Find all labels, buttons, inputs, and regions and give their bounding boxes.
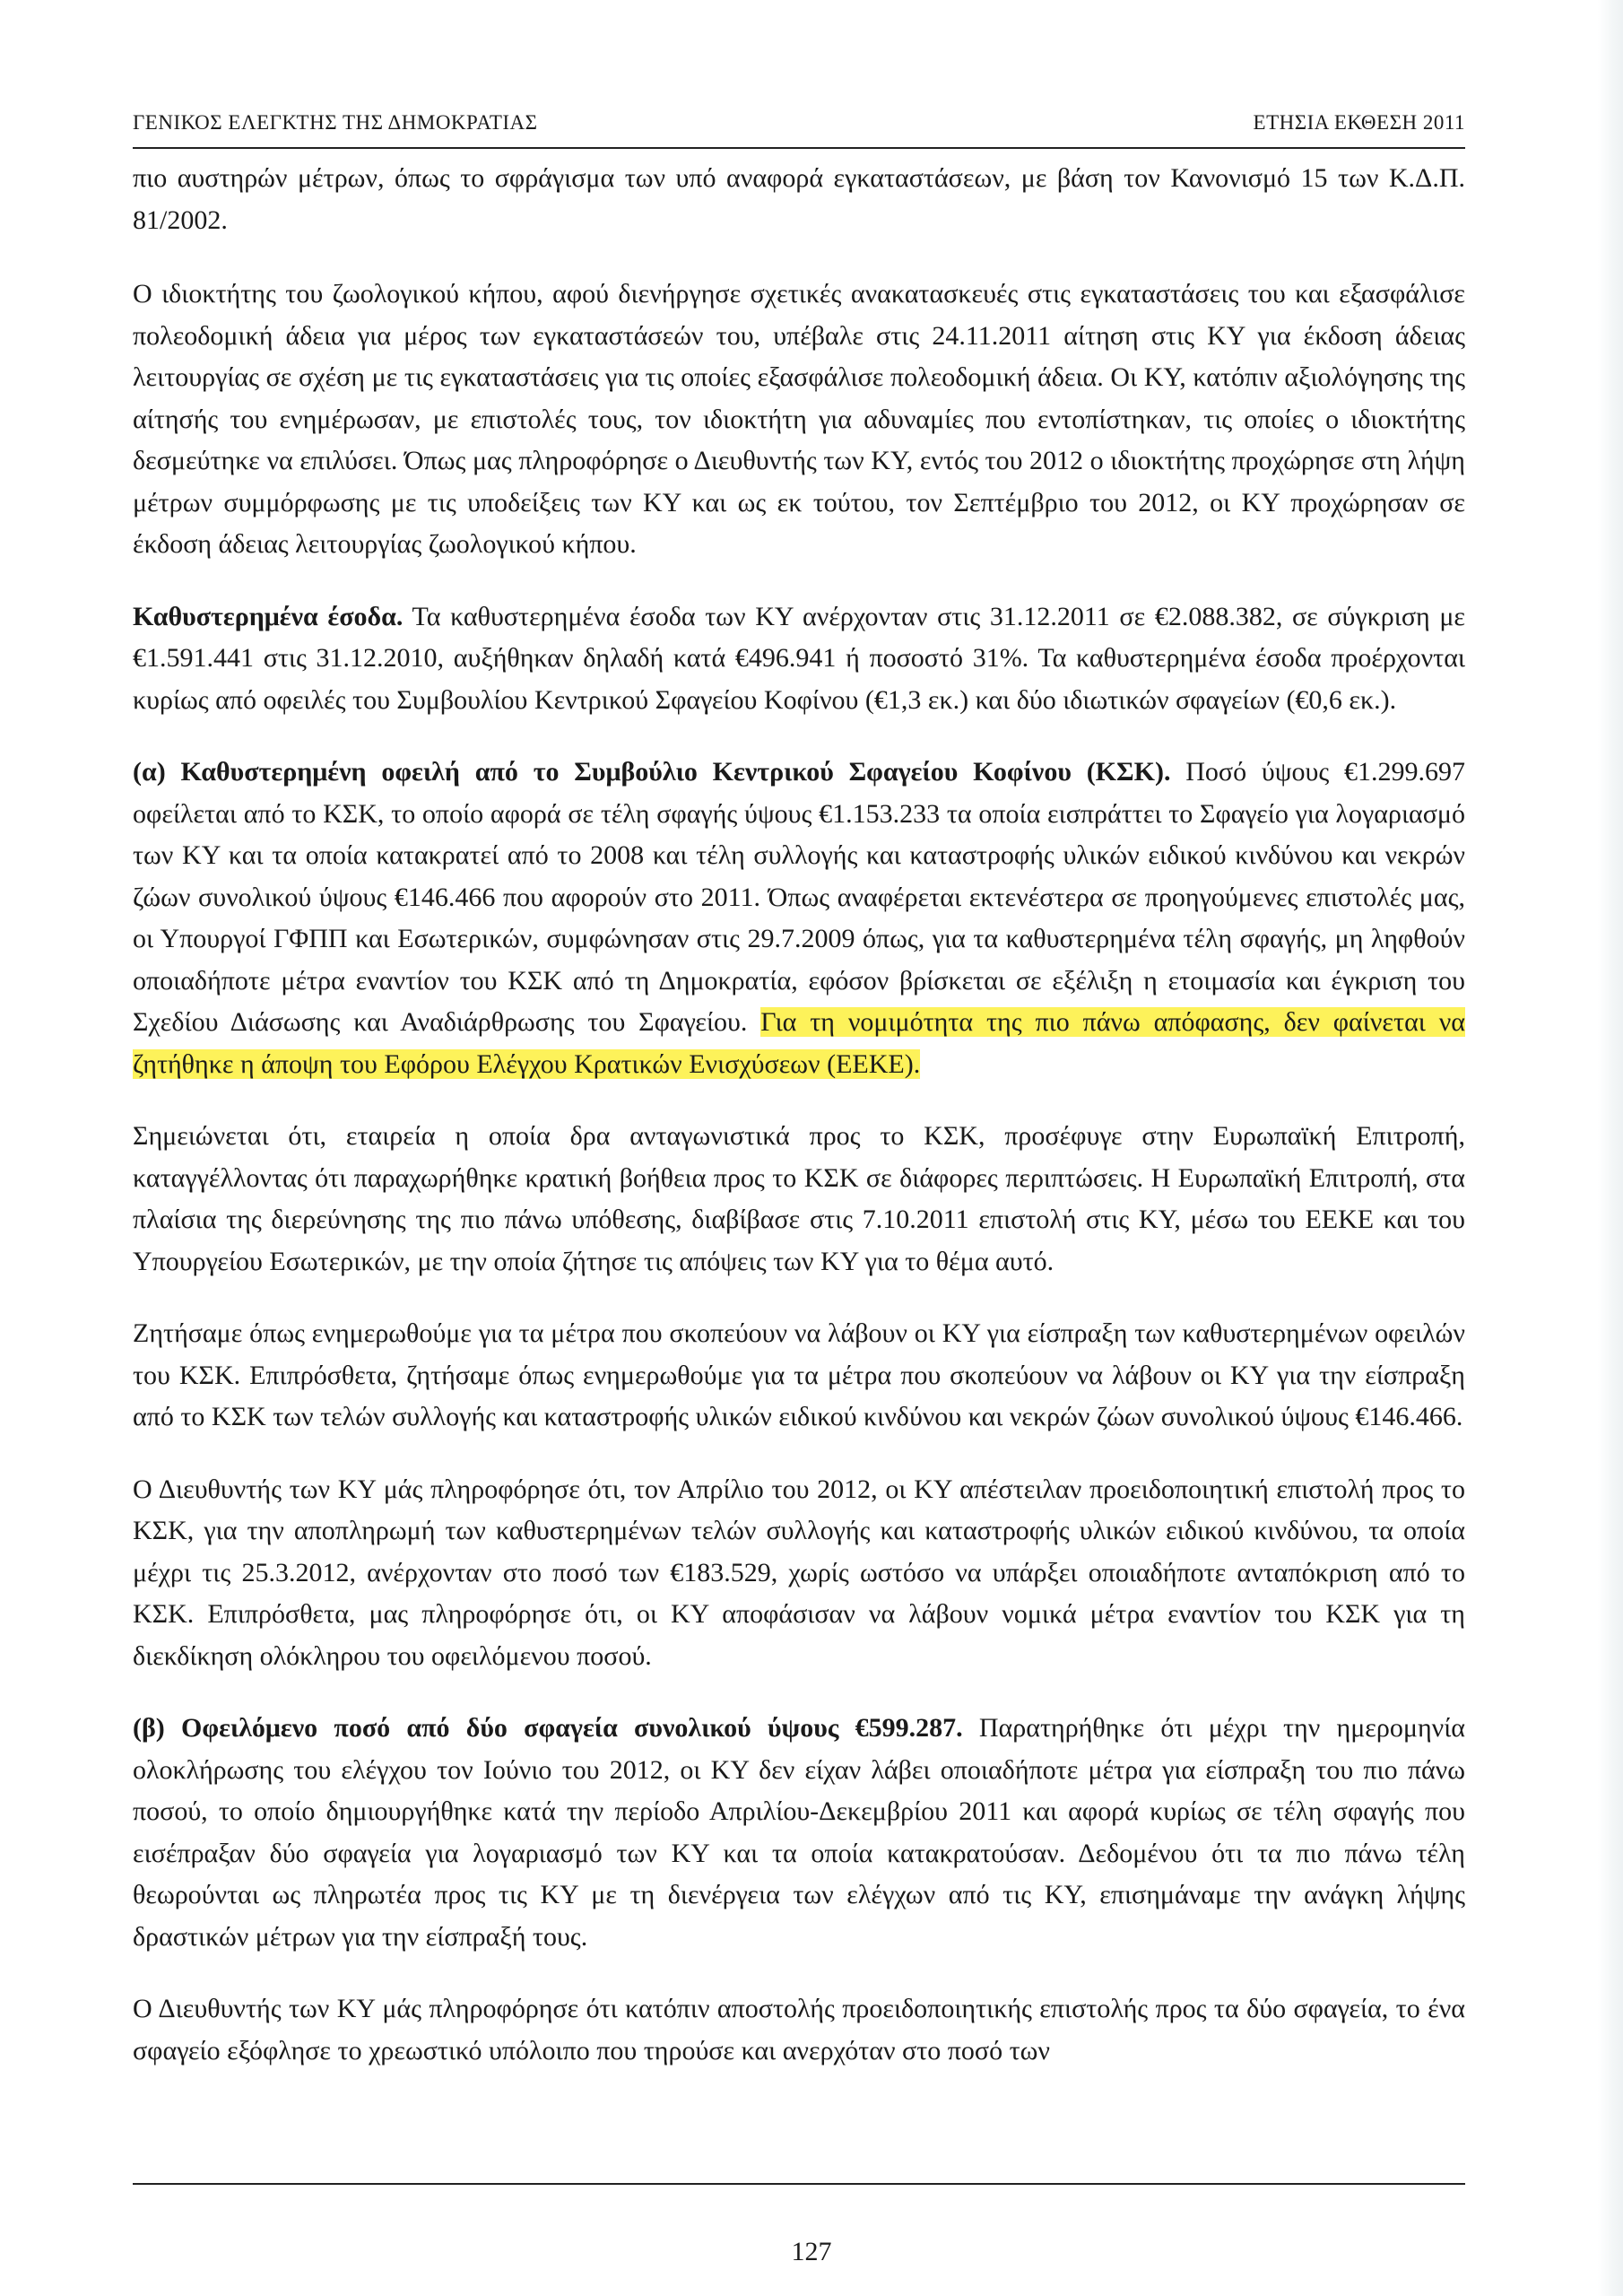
ksk-debt-heading: (α) Καθυστερημένη οφειλή από το Συμβούλιο Κεντρικού Σφαγείου Κοφίνου (ΚΣΚ). xyxy=(133,757,1171,787)
overdue-revenue-heading: Καθυστερημένα έσοδα. xyxy=(133,601,404,631)
paragraph-continuation: πιο αυστηρών μέτρων, όπως το σφράγισμα των υπό αναφορά εγκαταστάσεων, με βάση τον Κανονισμό 15 των Κ.Δ.Π. 81/2002. xyxy=(133,163,1465,235)
highlighted-remark: Για τη νομιμότητα της πιο πάνω απόφασης, δεν φαίνεται να ζητήθηκε η άποψη του Εφόρου Ελέγχου Κρατικών Ενισχύσεων (ΕΕΚΕ). xyxy=(133,1007,1465,1079)
document-body xyxy=(133,158,1465,2102)
header-right-title: ΕΤΗΣΙΑ ΕΚΘΕΣΗ 2011 xyxy=(1253,111,1465,134)
overdue-revenue-text: Τα καθυστερημένα έσοδα των ΚΥ ανέρχονταν στις 31.12.2011 σε €2.088.382, σε σύγκριση με €1.591.441 στις 31.12.2010, αυξήθηκαν δηλαδή κατά €496.941 ή ποσοστό 31%. Τα καθυστερημένα έσοδα προέρχονται κυρίως από οφειλές του Συμβουλίου Κεντρικού Σφαγείου Κοφίνου (€1,3 εκ.) και δύο ιδιωτικών σφαγείων (€0,6 εκ.). xyxy=(133,601,1465,715)
paragraph-ksk-debt xyxy=(133,752,1465,1085)
paragraph-director-reply: Ο Διευθυντής των ΚΥ μάς πληροφόρησε ότι, τον Απρίλιο του 2012, οι ΚΥ απέστειλαν προειδοποιητική επιστολή προς το ΚΣΚ, για την αποπληρωμή των καθυστερημένων τελών συλλογής και καταστροφής υλικών ειδικού κινδύνου, τα οποία μέχρι τις 25.3.2012, ανέρχονταν στο ποσό των €183.529, χωρίς ωστόσο να υπάρξει οποιαδήποτε ανταπόκριση από το ΚΣΚ. Επιπρόσθετα, μας πληροφόρησε ότι, οι ΚΥ αποφάσισαν να λάβουν νομικά μέτρα εναντίον του ΚΣΚ για τη διεκδίκηση ολόκληρου του οφειλόμενου ποσού. xyxy=(133,1474,1465,1671)
paragraph-director-settlement: Ο Διευθυντής των ΚΥ μάς πληροφόρησε ότι κατόπιν αποστολής προειδοποιητικής επιστολής προς τα δύο σφαγεία, το ένα σφαγείο εξόφλησε το χρεωστικό υπόλοιπο που τηρούσε και ανερχόταν στο ποσό των xyxy=(133,1994,1465,2066)
ksk-debt-text: Ποσό ύψους €1.299.697 οφείλεται από το ΚΣΚ, το οποίο αφορά σε τέλη σφαγής ύψους €1.153.233 τα οποία εισπράττει το Σφαγείο για λογαριασμό των ΚΥ και τα οποία κατακρατεί από το 2008 και τέλη συλλογής και καταστροφής υλικών ειδικού κινδύνου και νεκρών ζώων συνολικού ύψους €146.466 που αφορούν στο 2011. Όπως αναφέρεται εκτενέστερα σε προηγούμενες επιστολές μας, οι Υπουργοί ΓΦΠΠ και Εσωτερικών, συμφώνησαν στις 29.7.2009 όπως, για τα καθυστερημένα τέλη σφαγής, μη ληφθούν οποιαδήποτε μέτρα εναντίον του ΚΣΚ από τη Δημοκρατία, εφόσον βρίσκεται σε εξέλιξη η ετοιμασία και έγκριση του Σχεδίου Διάσωσης και Αναδιάρθρωσης του Σφαγείου. xyxy=(133,757,1466,1037)
header-left-title: ΓΕΝΙΚΟΣ ΕΛΕΓΚΤΗΣ ΤΗΣ ΔΗΜΟΚΡΑΤΙΑΣ xyxy=(133,111,538,134)
page-number: 127 xyxy=(791,2237,832,2266)
paragraph-request-measures: Ζητήσαμε όπως ενημερωθούμε για τα μέτρα που σκοπεύουν να λάβουν οι ΚΥ για είσπραξη των καθυστερημένων οφειλών του ΚΣΚ. Επιπρόσθετα, ζητήσαμε όπως ενημερωθούμε για τα μέτρα που σκοπεύουν να λάβουν οι ΚΥ για την είσπραξη από το ΚΣΚ των τελών συλλογής και καταστροφής υλικών ειδικού κινδύνου και νεκρών ζώων συνολικού ύψους €146.466. xyxy=(133,1318,1465,1431)
running-header xyxy=(133,111,1465,135)
paragraph-overdue-revenue xyxy=(133,596,1465,722)
paragraph-two-slaughterhouses xyxy=(133,1708,1465,1958)
two-slaughterhouses-text: Παρατηρήθηκε ότι μέχρι την ημερομηνία ολοκλήρωσης του ελέγχου τον Ιούνιο του 2012, οι ΚΥ δεν είχαν λάβει οποιαδήποτε μέτρα για είσπραξη του πιο πάνω ποσού, το οποίο δημιουργήθηκε κατά την περίοδο Απριλίου-Δεκεμβρίου 2011 και αφορά κυρίως σε τέλη σφαγής που εισέπραξαν δύο σφαγεία για λογαριασμό των ΚΥ και τα οποία κατακρατούσαν. Δεδομένου ότι τα πιο πάνω τέλη θεωρούνται ως πληρωτέα προς τις ΚΥ με τη διενέργεια των ελέγχων από τις ΚΥ, επισημάναμε την ανάγκη λήψης δραστικών μέτρων για την είσπραξή τους. xyxy=(133,1713,1465,1952)
footer-rule xyxy=(133,2183,1465,2185)
header-rule xyxy=(133,147,1465,149)
two-slaughterhouses-heading: (β) Οφειλόμενο ποσό από δύο σφαγεία συνολικού ύψους €599.287. xyxy=(133,1713,963,1743)
paragraph-zoo-license: Ο ιδιοκτήτης του ζωολογικού κήπου, αφού διενήργησε σχετικές ανακατασκευές στις εγκαταστάσεις του και εξασφάλισε πολεοδομική άδεια για μέρος των εγκαταστάσεών του, υπέβαλε στις 24.11.2011 αίτηση στις ΚΥ για έκδοση άδειας λειτουργίας σε σχέση με τις εγκαταστάσεις για τις οποίες εξασφάλισε πολεοδομική άδεια. Οι ΚΥ, κατόπιν αξιολόγησης της αίτησής του ενημέρωσαν, με επιστολές τους, τον ιδιοκτήτη για αδυναμίες που εντοπίστηκαν, τις οποίες ο ιδιοκτήτης δεσμεύτηκε να επιλύσει. Όπως μας πληροφόρησε ο Διευθυντής των ΚΥ, εντός του 2012 ο ιδιοκτήτης προχώρησε στη λήψη μέτρων συμμόρφωσης με τις υποδείξεις των ΚΥ και ως εκ τούτου, τον Σεπτέμβριο του 2012, οι ΚΥ προχώρησαν σε έκδοση άδειας λειτουργίας ζωολογικού κήπου. xyxy=(133,279,1465,559)
scan-edge xyxy=(1598,0,1623,2296)
paragraph-european-commission: Σημειώνεται ότι, εταιρεία η οποία δρα ανταγωνιστικά προς το ΚΣΚ, προσέφυγε στην Ευρωπαϊκή Επιτροπή, καταγγέλλοντας ότι παραχωρήθηκε κρατική βοήθεια προς το ΚΣΚ σε διάφορες περιπτώσεις. Η Ευρωπαϊκή Επιτροπή, στα πλαίσια της διερεύνησης της πιο πάνω υπόθεσης, διαβίβασε στις 7.10.2011 επιστολή στις ΚΥ, μέσω του ΕΕΚΕ και του Υπουργείου Εσωτερικών, με την οποία ζήτησε τις απόψεις των ΚΥ για το θέμα αυτό. xyxy=(133,1121,1465,1276)
